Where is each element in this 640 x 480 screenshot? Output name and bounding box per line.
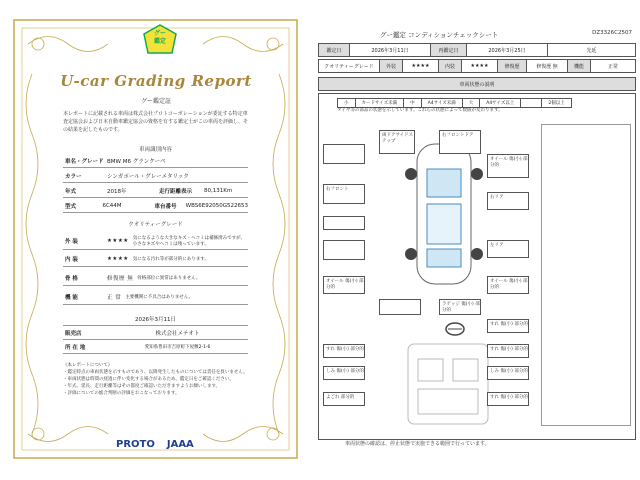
row-key: 所 在 地 — [65, 344, 86, 351]
cell: ★★★★ — [403, 60, 439, 72]
notes-panel — [541, 124, 631, 426]
legend-item: 大 — [463, 99, 481, 107]
rating-stars: ★★★★ — [107, 255, 129, 262]
row-value: シンガポール・グレーメタリック — [107, 173, 189, 180]
legend-item: 中 — [404, 99, 422, 107]
callout-label: 右フロント — [326, 187, 349, 192]
condition-section-title-row — [318, 77, 636, 91]
cell: 修復歴 無 — [527, 60, 568, 72]
proto-logo: PROTO — [116, 439, 155, 450]
row-value: 骨格部位に異常はありません。 — [137, 275, 201, 281]
row-value: 2018年 — [107, 188, 127, 195]
cell: 正常 — [607, 63, 618, 70]
note-line: ・年式、延長、走行距離等はその都度ご確認いただきますようお願いします。 — [63, 384, 221, 389]
legend-note: タイヤ等の部品の状態を示しています。これらの状態によって数値が変わります。 — [337, 108, 503, 113]
cell: 機能 — [568, 60, 591, 72]
cell: 再鑑定日 — [431, 44, 467, 56]
row-key: 車名・グレード — [65, 158, 104, 165]
appraisal-date-row — [63, 312, 248, 326]
callout-label: ラゲッジ 傷(小) 部分的 — [442, 302, 480, 313]
vehicle-row-year — [63, 184, 248, 198]
size-legend — [337, 98, 572, 108]
note-line: ・車両状態は時間の経過に伴い変化する場合があるため、鑑定日をご確認ください。 — [63, 377, 234, 382]
condition-diagram — [318, 93, 636, 440]
legend-item: 2個以上 — [548, 101, 565, 106]
row-key-2: 走行距離表示 — [159, 188, 193, 195]
cell: 外装 — [380, 60, 403, 72]
callout-label: よごれ 部分的 — [326, 395, 355, 400]
row-value-2: 80,131Km — [204, 187, 233, 194]
quality-row-function — [63, 289, 248, 305]
row-value: 愛知県豊田市吉原町下屋敷2-1-6 — [144, 344, 211, 350]
note-line: ・鑑定時点の車両状態を示すものであり、以降発生したものについては責任を負いません。 — [63, 370, 248, 375]
callout-box — [439, 299, 481, 315]
legend-item — [521, 99, 542, 107]
callout-box — [379, 299, 421, 315]
row-key: 外 装 — [65, 238, 78, 245]
note-line: ・評価についての総合判断の評価をおこなっております。 — [63, 391, 180, 396]
row-value: BMW M6 グランクーペ — [107, 158, 166, 165]
cell: 修復歴 — [498, 60, 527, 72]
row-key: 型式 — [65, 203, 77, 210]
quality-row-exterior — [63, 232, 248, 250]
row-value: 株式会社メテオト — [155, 330, 200, 337]
callout-label: オイール 傷(小) 部分的 — [490, 279, 528, 290]
quality-row-interior — [63, 251, 248, 267]
callout-box — [487, 392, 529, 406]
callout-label: 左リア — [490, 243, 504, 248]
callout-box — [487, 344, 529, 358]
report-subheading: グー鑑定証 — [140, 98, 171, 105]
cell: クオリティーグレード — [319, 60, 380, 72]
car-top-view — [399, 134, 489, 294]
vehicle-section-title: 車両識別内容 — [138, 147, 172, 153]
logos — [116, 439, 194, 450]
callout-box — [487, 366, 529, 380]
callout-label: すれ 傷(小) 部分的 — [326, 347, 364, 352]
row-value-2: WBS6E92050G522653 — [185, 202, 248, 209]
sheet-date-row — [318, 43, 636, 57]
callout-box — [487, 192, 529, 210]
cell: ★★★★ — [462, 60, 498, 72]
cell: 先延 — [586, 47, 597, 54]
rating-value: 正 常 — [107, 294, 122, 301]
sheet-quality-row — [318, 59, 636, 73]
callout-box — [439, 130, 481, 154]
legend-item: カードサイズ未満 — [356, 99, 405, 107]
callout-box — [323, 366, 365, 380]
condition-section-title: 車両状態の説明 — [459, 81, 495, 88]
vehicle-row-model — [63, 199, 248, 213]
callout-box — [323, 276, 365, 294]
callout-box — [379, 130, 415, 154]
callout-box — [323, 240, 365, 260]
quality-section-title: クオリティーグレード — [128, 222, 183, 228]
callout-label: しみ 傷(小) 部分的 — [490, 369, 528, 374]
callout-box — [323, 216, 365, 230]
callout-box — [323, 184, 365, 204]
report-intro: 本レポートに記載される車両は株式会社プロトコーポレーションが委託する特定車査定協会および日本自動車鑑定協会の資格を有する鑑定士がこの車両を評価し、その結果を記したものです。 — [63, 111, 249, 133]
callout-label: 右フロントドア — [442, 133, 474, 138]
cell: 鑑定日 — [319, 44, 350, 56]
address-row — [63, 340, 248, 354]
steering-wheel-icon — [445, 322, 465, 336]
callout-box — [323, 344, 365, 358]
callout-label: すれ 傷(小) 部分的 — [490, 347, 528, 352]
row-key: カラー — [65, 173, 82, 180]
document-id: DZ3326C2507 — [592, 30, 632, 36]
legend-item: A4サイズ未満 — [422, 99, 463, 107]
goo-badge — [142, 24, 178, 54]
callout-label: すれ 傷(小) 部分的 — [490, 322, 528, 327]
shop-row — [63, 326, 248, 340]
row-key: 販売店 — [65, 330, 82, 337]
sheet-footer-note: 車両状態の確認は、停止状態で実施できる範囲で行っています。 — [345, 441, 490, 447]
legend-item: A4サイズ以上 — [480, 99, 521, 107]
note-line: 《本レポートについて》 — [63, 363, 113, 368]
row-key-2: 車台番号 — [154, 203, 177, 210]
rating-value: 修復歴 無 — [107, 275, 134, 282]
legend-item: 小 — [338, 99, 356, 107]
rating-stars: ★★★★ — [107, 237, 129, 244]
report-heading: U-car Grading Report — [60, 72, 252, 90]
callout-box — [487, 154, 529, 178]
vehicle-row-name — [63, 154, 248, 168]
callout-label: オイール 傷(小) 部分的 — [490, 157, 528, 168]
row-value: 主要機関に不具合はありません。 — [125, 294, 194, 300]
callout-label: オイール 傷(小) 部分的 — [326, 279, 364, 290]
row-key: 年式 — [65, 188, 77, 195]
row-key: 骨 格 — [65, 275, 78, 282]
appraisal-date: 2026年3月11日 — [135, 316, 176, 323]
row-key: 内 装 — [65, 256, 78, 263]
row-value: 気になるような大きなキズ・ヘコミは補修済みですが、小さなキズやヘコミは残っています。 — [132, 235, 246, 247]
sheet-title: グー鑑定 コンディションチェックシート — [380, 31, 499, 39]
cell: 内装 — [439, 60, 462, 72]
callout-box — [487, 276, 529, 294]
callout-box — [323, 144, 365, 164]
vehicle-row-color — [63, 169, 248, 183]
callout-box — [323, 392, 365, 406]
callout-box — [487, 319, 529, 333]
row-value: 気になる汚れ等が部分的にあります。 — [132, 256, 209, 262]
row-key: 機 能 — [65, 294, 78, 301]
report-notes — [63, 362, 248, 397]
callout-label: 両ドアサイドステップ — [382, 133, 414, 144]
jaaa-logo: JAAA — [166, 439, 194, 450]
callout-label: 右リア — [490, 195, 504, 200]
grading-certificate — [8, 14, 303, 464]
quality-row-frame — [63, 270, 248, 286]
cell: 2026年3月11日 — [350, 44, 431, 56]
cell: 2026年3月25日 — [467, 44, 548, 56]
badge-text: グー 鑑定 — [153, 30, 166, 45]
row-value: 6C44M — [102, 202, 122, 209]
callout-label: しみ 傷(小) 部分的 — [326, 369, 364, 374]
callout-label: すれ 傷(小) 部分的 — [490, 395, 528, 400]
callout-box — [487, 240, 529, 258]
